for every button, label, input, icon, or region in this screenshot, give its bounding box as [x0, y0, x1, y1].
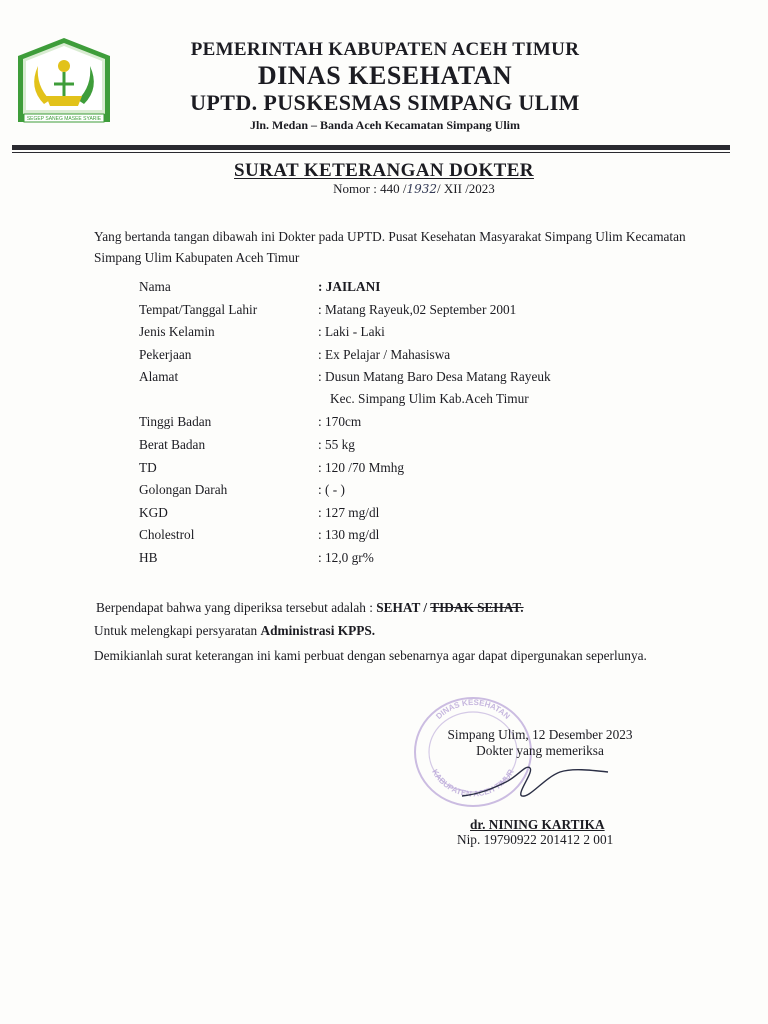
field-row [139, 505, 699, 528]
field-label: KGD [139, 504, 168, 520]
field-row [139, 527, 699, 550]
purpose-text: Untuk melengkapi persyaratan [94, 623, 261, 638]
field-row [139, 414, 699, 437]
field-row [139, 460, 699, 483]
svg-text:DINAS KESEHATAN [434, 698, 512, 721]
field-row [139, 550, 699, 573]
purpose-bold: Administrasi KPPS. [260, 623, 376, 638]
document-number-prefix: Nomor : 440 / [333, 181, 407, 196]
document-number-handwritten: 1932 [406, 182, 438, 196]
field-value: : 12,0 gr% [318, 549, 374, 565]
field-row [139, 302, 699, 325]
field-row [139, 437, 699, 460]
letterhead-department: DINAS KESEHATAN [257, 61, 513, 90]
intro-paragraph: Yang bertanda tangan dibawah ini Dokter pada UPTD. Pusat Kesehatan Masyarakat Simpang Ulim Kecamatan Simpang Ulim Kabupaten Aceh Timur [94, 229, 686, 265]
signature-place-date: Simpang Ulim, 12 Desember 2023 [447, 727, 633, 742]
field-label: Pekerjaan [139, 346, 192, 362]
field-label: Jenis Kelamin [139, 324, 215, 340]
field-label: Cholestrol [139, 527, 195, 543]
signature-role: Dokter yang memeriksa [476, 743, 604, 758]
field-value: : 130 mg/dl [318, 527, 380, 543]
field-value: : 127 mg/dl [318, 504, 380, 520]
field-row [139, 279, 699, 302]
field-label: Tinggi Badan [139, 414, 212, 430]
field-value: : JAILANI [318, 279, 381, 294]
field-value: : ( - ) [318, 482, 345, 498]
stamp-top-text: DINAS KESEHATAN [434, 697, 512, 721]
field-value: : Ex Pelajar / Mahasiswa [318, 346, 451, 362]
field-value: : Laki - Laki [318, 324, 385, 340]
field-value: : Dusun Matang Baro Desa Matang Rayeuk [318, 369, 551, 385]
handwritten-signature [460, 758, 610, 808]
signature-block [420, 727, 660, 759]
field-label: TD [139, 459, 157, 475]
conclusion-line [96, 597, 696, 618]
stamp-bottom-text: KABUPATEN ACEH TIMUR [430, 767, 516, 799]
letterhead-divider [12, 145, 730, 150]
field-row [139, 347, 699, 370]
logo-motto: SEGEP SANEG MASEE SYARIE [26, 116, 102, 122]
letterhead-institution: UPTD. PUSKESMAS SIMPANG ULIM [190, 90, 580, 115]
doctor-nip: Nip. 19790922 201412 2 001 [457, 832, 614, 847]
letterhead-divider-thin [12, 152, 730, 153]
document-title: SURAT KETERANGAN DOKTER [234, 160, 534, 181]
field-label: HB [139, 549, 158, 565]
aceh-timur-logo [14, 36, 114, 124]
field-label: Golongan Darah [139, 482, 228, 498]
document-title-block [0, 160, 768, 197]
conclusion-not-healthy-struck: TIDAK SEHAT. [430, 600, 524, 615]
letterhead-government: PEMERINTAH KABUPATEN ACEH TIMUR [190, 39, 580, 60]
field-value: : 55 kg [318, 436, 355, 452]
field-row [139, 324, 699, 347]
conclusion-text: Berpendapat bahwa yang diperiksa tersebut adalah : [96, 600, 377, 615]
field-label: Alamat [139, 369, 179, 385]
field-value: : Matang Rayeuk,02 September 2001 [318, 301, 517, 317]
field-label: Nama [139, 279, 171, 294]
field-value: : 170cm [318, 414, 362, 430]
purpose-line [94, 620, 694, 641]
patient-fields [139, 279, 699, 573]
conclusion-healthy: SEHAT / [376, 600, 431, 615]
letterhead [130, 38, 640, 134]
field-value-continued: Kec. Simpang Ulim Kab.Aceh Timur [330, 391, 529, 407]
doctor-name: dr. NINING KARTIKA [470, 817, 605, 832]
field-value: : 120 /70 Mmhg [318, 459, 405, 475]
document-number [60, 181, 768, 197]
field-row-address [139, 369, 699, 414]
document-number-suffix: / XII /2023 [437, 181, 495, 196]
closing-paragraph: Demikianlah surat keterangan ini kami perbuat dengan sebenarnya agar dapat dipergunakan seperlunya. [94, 648, 647, 663]
field-label: Berat Badan [139, 436, 206, 452]
field-label: Tempat/Tanggal Lahir [139, 301, 258, 317]
field-row [139, 482, 699, 505]
letterhead-address: Jln. Medan – Banda Aceh Kecamatan Simpang Ulim [249, 118, 521, 132]
